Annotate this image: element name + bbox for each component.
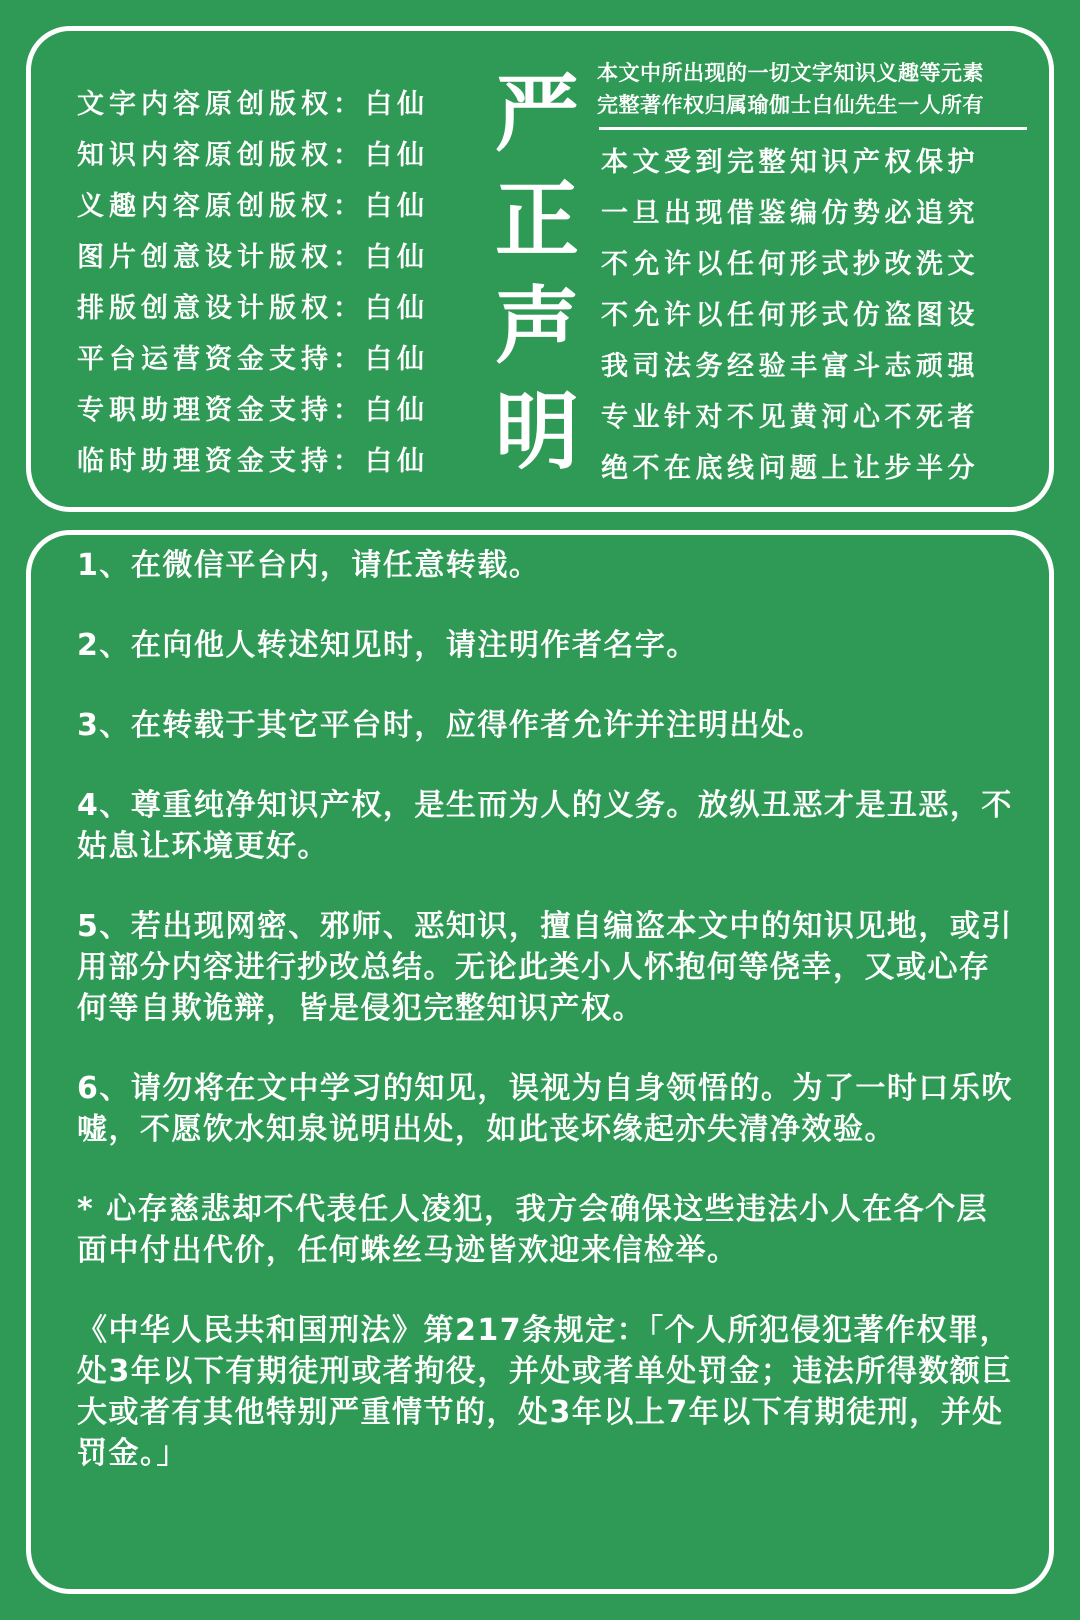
title-char: 声	[494, 276, 579, 375]
protection-line: 专业针对不见黄河心不死者	[601, 402, 979, 433]
term-item: 4、尊重纯净知识产权，是生而为人的义务。放纵丑恶才是丑恶，不姑息让环境更好。	[77, 788, 1013, 864]
term-item: 3、在转载于其它平台时，应得作者允许并注明出处。	[77, 708, 824, 743]
law-citation: 《中华人民共和国刑法》第217条规定：「个人所犯侵犯著作权罪，处3年以下有期徒刑或者拘役，并处或者单处罚金；违法所得数额巨大或者有其他特别严重情节的，处3年以上7年以下有期徒刑，并处罚金。」	[77, 1313, 1013, 1471]
copyright-credits-list	[77, 79, 477, 487]
ownership-header-line: 本文中所出现的一切文字知识义趣等元素	[597, 61, 984, 85]
protection-line: 不允许以任何形式抄改洗文	[601, 249, 979, 280]
credit-item: 知识内容原创版权：白仙	[77, 140, 429, 171]
copyright-header-panel	[26, 26, 1054, 512]
ownership-header	[597, 57, 1021, 121]
protection-line: 不允许以任何形式仿盗图设	[601, 300, 979, 331]
credit-item: 义趣内容原创版权：白仙	[77, 191, 429, 222]
credit-item: 专职助理资金支持：白仙	[77, 395, 429, 426]
credit-item: 图片创意设计版权：白仙	[77, 242, 429, 273]
term-note: * 心存慈悲却不代表任人凌犯，我方会确保这些违法小人在各个层面中付出代价，任何蛛丝马迹皆欢迎来信检举。	[77, 1192, 989, 1268]
terms-list	[77, 545, 1017, 1513]
title-char: 严	[494, 64, 579, 163]
protection-line: 本文受到完整知识产权保护	[601, 147, 979, 178]
protection-line: 绝不在底线问题上让步半分	[601, 453, 979, 484]
title-char: 正	[494, 170, 579, 269]
term-item: 1、在微信平台内，请任意转载。	[77, 548, 541, 583]
credit-item: 临时助理资金支持：白仙	[77, 446, 429, 477]
credit-item: 文字内容原创版权：白仙	[77, 89, 429, 120]
statement-title	[489, 61, 585, 485]
credit-item: 平台运营资金支持：白仙	[77, 344, 429, 375]
ownership-header-line: 完整著作权归属瑜伽士白仙先生一人所有	[597, 93, 984, 117]
term-item: 6、请勿将在文中学习的知见，误视为自身领悟的。为了一时口乐吹嘘，不愿饮水知泉说明出处，如此丧坏缘起亦失清净效验。	[77, 1071, 1013, 1147]
protection-line: 我司法务经验丰富斗志顽强	[601, 351, 979, 382]
title-char: 明	[494, 382, 579, 481]
credit-item: 排版创意设计版权：白仙	[77, 293, 429, 324]
header-divider	[599, 127, 1027, 130]
term-item: 5、若出现网密、邪师、恶知识，擅自编盗本文中的知识见地，或引用部分内容进行抄改总结。无论此类小人怀抱何等侥幸，又或心存何等自欺诡辩，皆是侵犯完整知识产权。	[77, 909, 1013, 1026]
protection-line: 一旦出现借鉴编仿势必追究	[601, 198, 979, 229]
terms-panel	[26, 530, 1054, 1594]
term-item: 2、在向他人转述知见时，请注明作者名字。	[77, 628, 698, 663]
protection-statements	[601, 137, 1021, 494]
